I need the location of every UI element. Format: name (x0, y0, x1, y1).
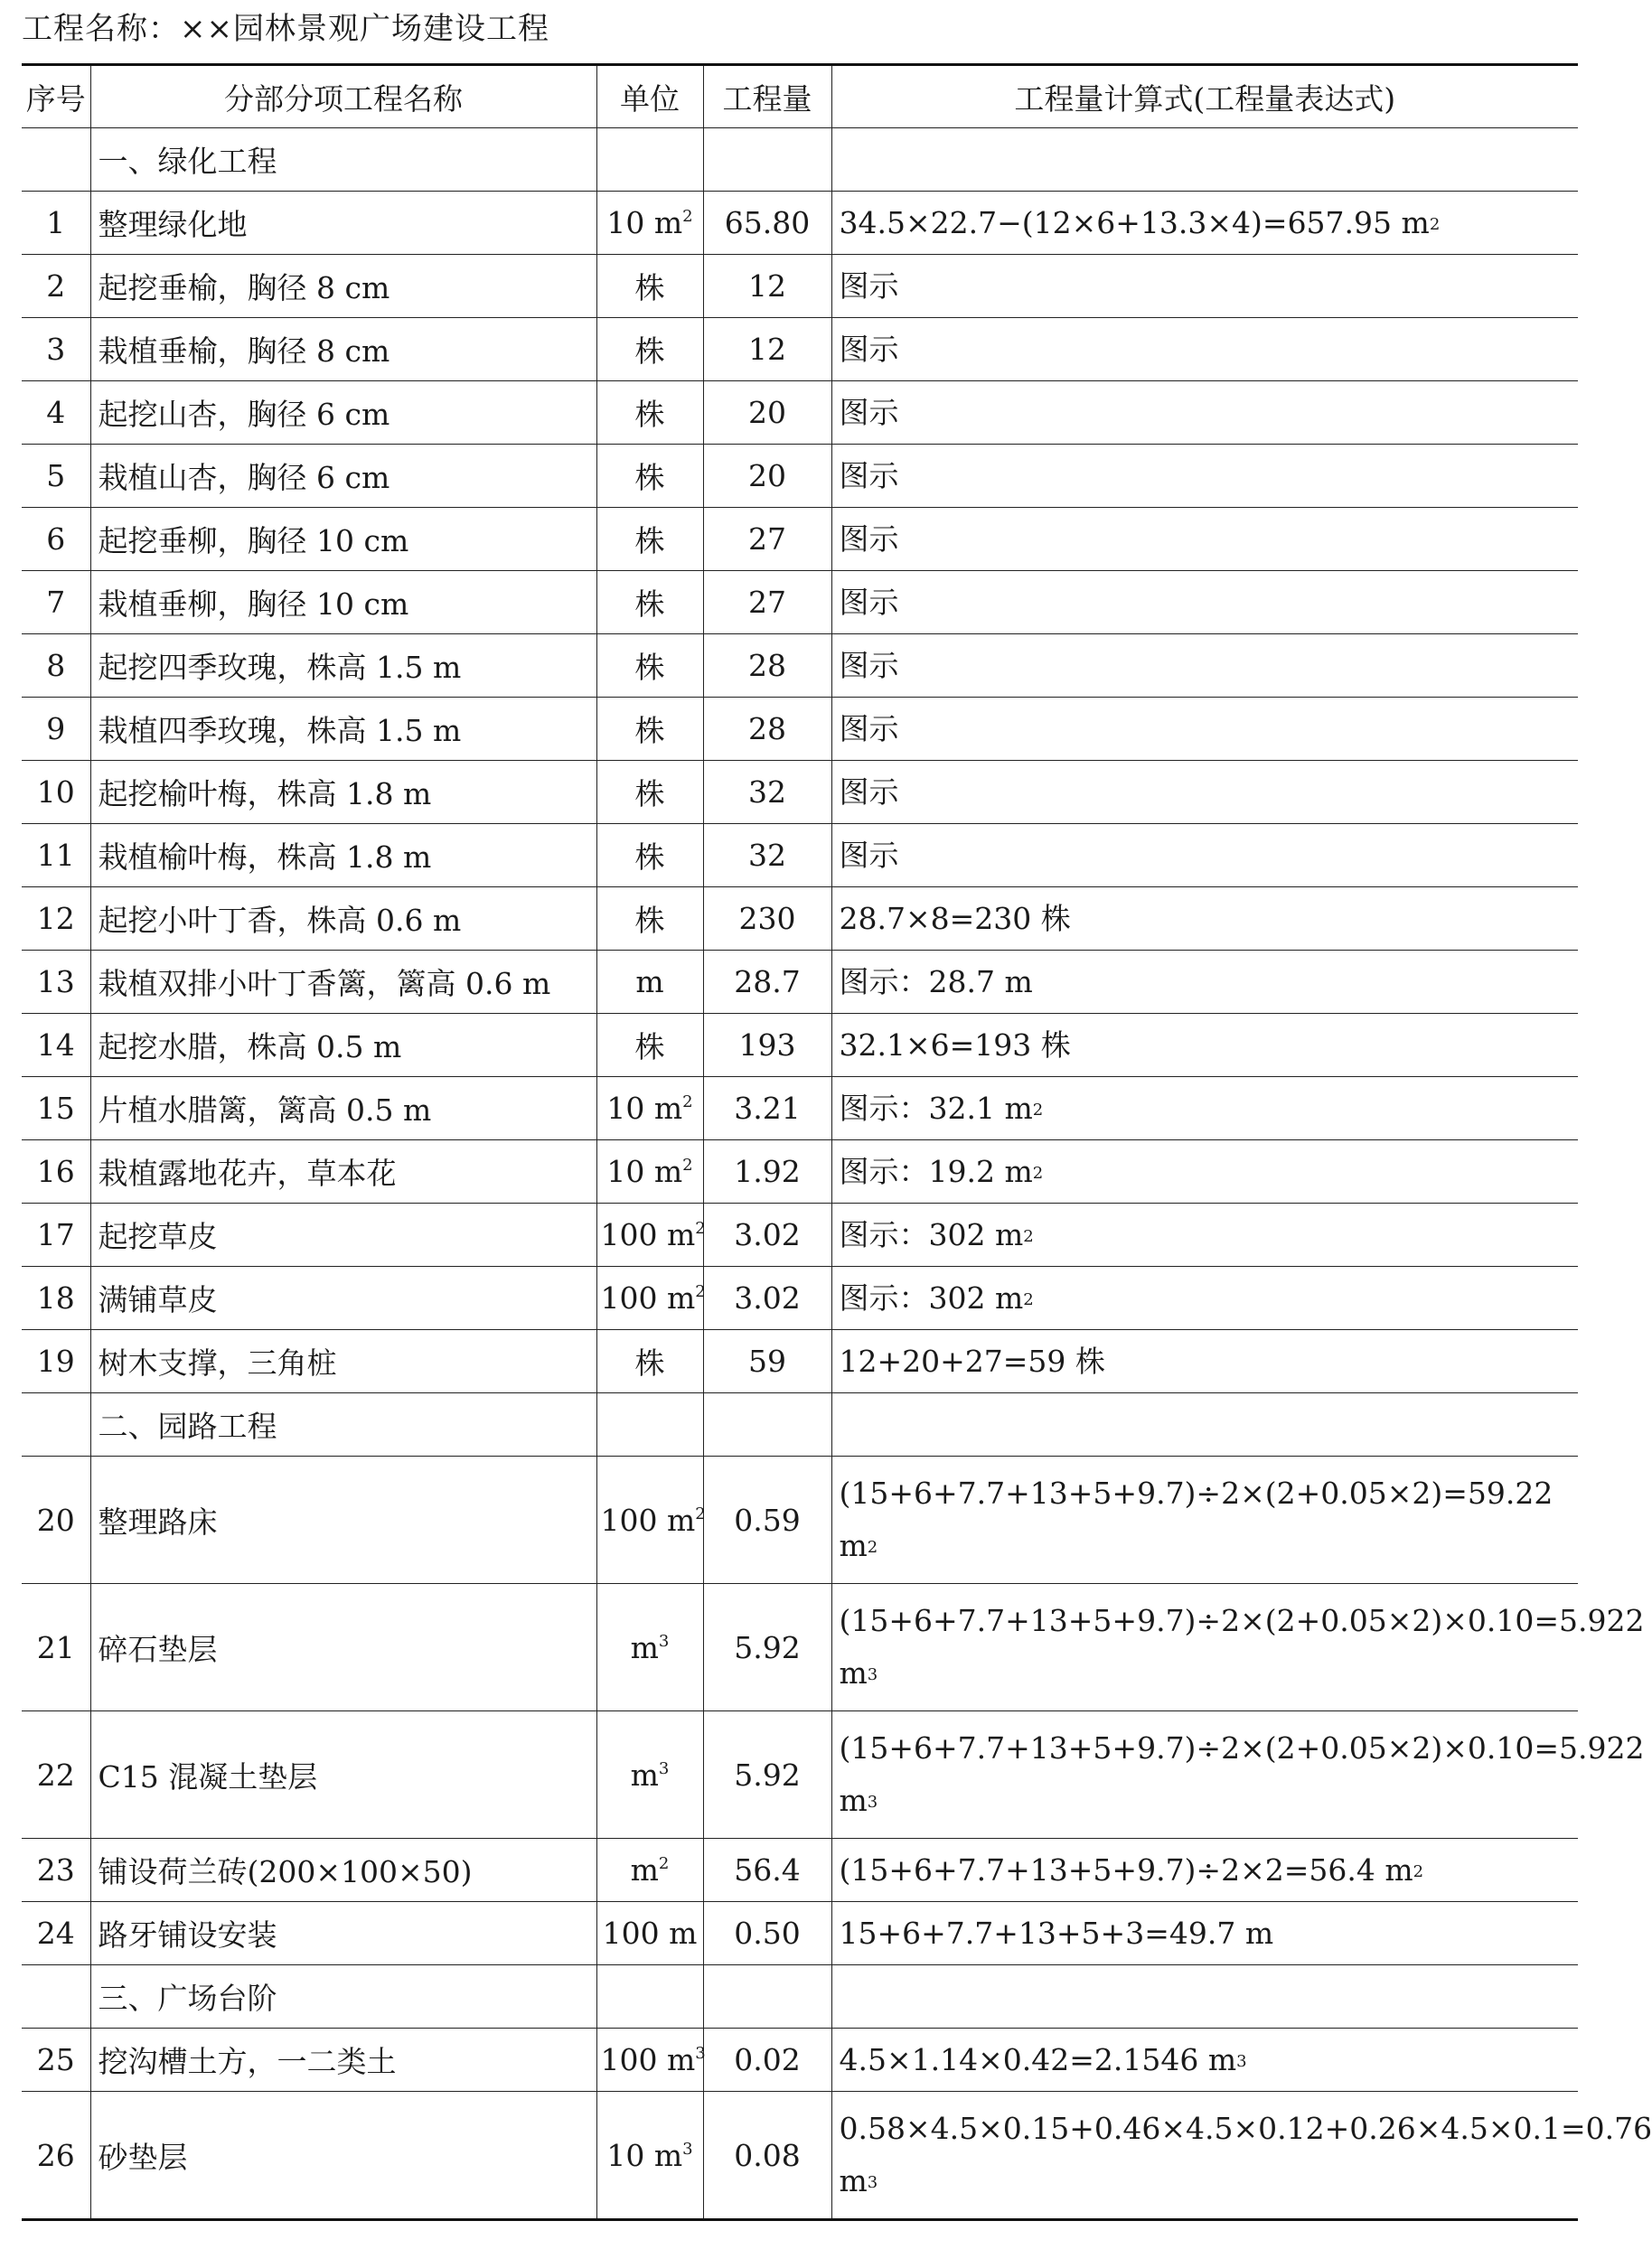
table-row (22, 824, 1578, 887)
cell-qty: 5.92 (703, 1584, 831, 1711)
cell-no: 20 (22, 1457, 90, 1584)
cell-qty: 5.92 (703, 1711, 831, 1839)
cell-formula: 12+20+27=59 株 (831, 1330, 1578, 1393)
cell-name: 起挖榆叶梅，株高 1.8 m (90, 761, 596, 824)
section-title: 一、绿化工程 (90, 128, 596, 192)
cell-formula: 图示：302 $m^2$ (831, 1267, 1578, 1330)
cell-formula: (15+6+7.7+13+5+9.7)÷2×(2+0.05×2)=59.22 $m^2$ (831, 1457, 1578, 1584)
cell-name: 栽植垂榆，胸径 8 cm (90, 318, 596, 381)
cell-no: 14 (22, 1014, 90, 1077)
cell-no: 22 (22, 1711, 90, 1839)
table-row (22, 1839, 1578, 1902)
cell-name: 栽植垂柳，胸径 10 cm (90, 571, 596, 634)
cell-qty: 27 (703, 508, 831, 571)
table-row (22, 1584, 1578, 1711)
cell-unit: 株 (596, 1330, 703, 1393)
cell-name: 路牙铺设安装 (90, 1902, 596, 1965)
cell-qty: 59 (703, 1330, 831, 1393)
cell-formula: 图示：32.1 $m^2$ (831, 1077, 1578, 1140)
cell-qty: 20 (703, 445, 831, 508)
cell-no: 15 (22, 1077, 90, 1140)
cell-formula: 图示 (831, 318, 1578, 381)
cell-no: 9 (22, 698, 90, 761)
cell-no: 21 (22, 1584, 90, 1711)
cell-qty (703, 1965, 831, 2029)
cell-name: 栽植榆叶梅，株高 1.8 m (90, 824, 596, 887)
cell-unit: 100 $m^2$ (596, 1267, 703, 1330)
cell-unit: 株 (596, 698, 703, 761)
table-row (22, 1014, 1578, 1077)
cell-unit: 株 (596, 634, 703, 698)
cell-no: 8 (22, 634, 90, 698)
table-row (22, 192, 1578, 255)
cell-no: 6 (22, 508, 90, 571)
cell-formula: 28.7×8=230 株 (831, 887, 1578, 951)
header-qty: 工程量 (703, 65, 831, 128)
cell-name: 起挖山杏，胸径 6 cm (90, 381, 596, 445)
table-row (22, 571, 1578, 634)
cell-name: 起挖四季玫瑰，株高 1.5 m (90, 634, 596, 698)
cell-no: 10 (22, 761, 90, 824)
table-row (22, 255, 1578, 318)
cell-no (22, 1393, 90, 1457)
cell-formula: 图示 (831, 698, 1578, 761)
cell-name: C15 混凝土垫层 (90, 1711, 596, 1839)
cell-unit: $m^3$ (596, 1711, 703, 1839)
cell-qty: 32 (703, 761, 831, 824)
cell-qty: 193 (703, 1014, 831, 1077)
cell-name: 栽植双排小叶丁香篱，篱高 0.6 m (90, 951, 596, 1014)
cell-no: 1 (22, 192, 90, 255)
cell-unit: 株 (596, 761, 703, 824)
cell-qty: 28 (703, 634, 831, 698)
cell-unit (596, 1965, 703, 2029)
cell-qty: 28.7 (703, 951, 831, 1014)
cell-unit: 株 (596, 1014, 703, 1077)
cell-no: 23 (22, 1839, 90, 1902)
cell-formula: 图示 (831, 571, 1578, 634)
cell-name: 片植水腊篱，篱高 0.5 m (90, 1077, 596, 1140)
section-row (22, 128, 1578, 192)
cell-formula: 图示 (831, 761, 1578, 824)
cell-qty: 0.02 (703, 2029, 831, 2092)
cell-name: 起挖小叶丁香，株高 0.6 m (90, 887, 596, 951)
cell-name: 砂垫层 (90, 2092, 596, 2220)
cell-unit: 株 (596, 824, 703, 887)
cell-formula: 4.5×1.14×0.42=2.1546 $m^3$ (831, 2029, 1578, 2092)
cell-name: 栽植露地花卉，草本花 (90, 1140, 596, 1204)
cell-no: 16 (22, 1140, 90, 1204)
table-row (22, 887, 1578, 951)
table-row (22, 698, 1578, 761)
cell-qty: 32 (703, 824, 831, 887)
cell-qty: 3.21 (703, 1077, 831, 1140)
cell-qty (703, 128, 831, 192)
cell-no: 19 (22, 1330, 90, 1393)
cell-name: 起挖水腊，株高 0.5 m (90, 1014, 596, 1077)
cell-qty: 12 (703, 255, 831, 318)
cell-name: 起挖草皮 (90, 1204, 596, 1267)
cell-unit: 100 $m^2$ (596, 1457, 703, 1584)
table-row (22, 2092, 1578, 2220)
cell-qty: 3.02 (703, 1204, 831, 1267)
section-title: 三、广场台阶 (90, 1965, 596, 2029)
cell-no: 5 (22, 445, 90, 508)
cell-no: 2 (22, 255, 90, 318)
table-row (22, 1330, 1578, 1393)
table-row (22, 1267, 1578, 1330)
cell-formula: 图示 (831, 255, 1578, 318)
cell-unit: 10 $m^3$ (596, 2092, 703, 2220)
cell-name: 整理绿化地 (90, 192, 596, 255)
quantity-table (22, 63, 1652, 2221)
table-row (22, 1457, 1578, 1584)
cell-formula (831, 128, 1578, 192)
cell-unit: 10 $m^2$ (596, 192, 703, 255)
section-title: 二、园路工程 (90, 1393, 596, 1457)
cell-qty (703, 1393, 831, 1457)
cell-qty: 28 (703, 698, 831, 761)
cell-unit: 株 (596, 887, 703, 951)
table-row (22, 318, 1578, 381)
cell-formula (831, 1965, 1578, 2029)
table-row (22, 2029, 1578, 2092)
cell-unit (596, 128, 703, 192)
header-formula: 工程量计算式(工程量表达式) (831, 65, 1578, 128)
cell-name: 起挖垂柳，胸径 10 cm (90, 508, 596, 571)
cell-formula (831, 1393, 1578, 1457)
cell-unit: 100 $m^3$ (596, 2029, 703, 2092)
cell-no: 24 (22, 1902, 90, 1965)
cell-unit: 100 $m^2$ (596, 1204, 703, 1267)
table-row (22, 634, 1578, 698)
cell-no: 25 (22, 2029, 90, 2092)
cell-name: 满铺草皮 (90, 1267, 596, 1330)
cell-name: 起挖垂榆，胸径 8 cm (90, 255, 596, 318)
cell-unit: 株 (596, 318, 703, 381)
cell-unit: 10 $m^2$ (596, 1077, 703, 1140)
section-row (22, 1965, 1578, 2029)
header-no: 序号 (22, 65, 90, 128)
cell-unit: 株 (596, 381, 703, 445)
table-row (22, 1140, 1578, 1204)
cell-no (22, 1965, 90, 2029)
table-row (22, 1711, 1578, 1839)
cell-qty: 1.92 (703, 1140, 831, 1204)
cell-formula: 图示：28.7 m (831, 951, 1578, 1014)
table-row (22, 445, 1578, 508)
cell-formula: 图示：302 $m^2$ (831, 1204, 1578, 1267)
cell-qty: 65.80 (703, 192, 831, 255)
header-name: 分部分项工程名称 (90, 65, 596, 128)
table-row (22, 1902, 1578, 1965)
cell-name: 栽植四季玫瑰，株高 1.5 m (90, 698, 596, 761)
cell-unit: m (596, 951, 703, 1014)
cell-qty: 27 (703, 571, 831, 634)
cell-name: 碎石垫层 (90, 1584, 596, 1711)
cell-qty: 0.08 (703, 2092, 831, 2220)
cell-formula: 图示：19.2 $m^2$ (831, 1140, 1578, 1204)
table-row (22, 761, 1578, 824)
cell-no: 11 (22, 824, 90, 887)
cell-formula: 图示 (831, 445, 1578, 508)
cell-no: 7 (22, 571, 90, 634)
cell-qty: 0.59 (703, 1457, 831, 1584)
cell-qty: 3.02 (703, 1267, 831, 1330)
cell-unit: 株 (596, 255, 703, 318)
cell-unit: 10 $m^2$ (596, 1140, 703, 1204)
cell-qty: 12 (703, 318, 831, 381)
cell-formula: 0.58×4.5×0.15+0.46×4.5×0.12+0.26×4.5×0.1=0.76 $m^3$ (831, 2092, 1578, 2220)
cell-unit: 株 (596, 571, 703, 634)
cell-name: 挖沟槽土方，一二类土 (90, 2029, 596, 2092)
cell-qty: 56.4 (703, 1839, 831, 1902)
cell-formula: 图示 (831, 634, 1578, 698)
table-row (22, 508, 1578, 571)
header-unit: 单位 (596, 65, 703, 128)
project-title: 工程名称：××园林景观广场建设工程 (22, 11, 549, 47)
cell-formula: 15+6+7.7+13+5+3=49.7 m (831, 1902, 1578, 1965)
cell-no: 4 (22, 381, 90, 445)
cell-formula: (15+6+7.7+13+5+9.7)÷2×(2+0.05×2)×0.10=5.922 $m^3$ (831, 1711, 1578, 1839)
cell-formula: 图示 (831, 824, 1578, 887)
cell-unit: 100 m (596, 1902, 703, 1965)
cell-qty: 20 (703, 381, 831, 445)
cell-unit: 株 (596, 445, 703, 508)
cell-formula: 图示 (831, 381, 1578, 445)
cell-name: 铺设荷兰砖(200×100×50) (90, 1839, 596, 1902)
cell-qty: 0.50 (703, 1902, 831, 1965)
cell-unit: $m^3$ (596, 1584, 703, 1711)
cell-formula: 34.5×22.7−(12×6+13.3×4)=657.95 $m^2$ (831, 192, 1578, 255)
table-body (22, 128, 1652, 2220)
cell-unit: $m^2$ (596, 1839, 703, 1902)
cell-no: 18 (22, 1267, 90, 1330)
header-row (22, 65, 1578, 128)
cell-formula: (15+6+7.7+13+5+9.7)÷2×(2+0.05×2)×0.10=5.922 $m^3$ (831, 1584, 1578, 1711)
cell-no: 3 (22, 318, 90, 381)
cell-no: 13 (22, 951, 90, 1014)
table-row (22, 951, 1578, 1014)
cell-formula: 图示 (831, 508, 1578, 571)
cell-no: 26 (22, 2092, 90, 2220)
cell-name: 树木支撑，三角桩 (90, 1330, 596, 1393)
cell-name: 整理路床 (90, 1457, 596, 1584)
table-row (22, 1077, 1578, 1140)
cell-formula: (15+6+7.7+13+5+9.7)÷2×2=56.4 $m^2$ (831, 1839, 1578, 1902)
cell-unit: 株 (596, 508, 703, 571)
cell-no: 17 (22, 1204, 90, 1267)
cell-name: 栽植山杏，胸径 6 cm (90, 445, 596, 508)
cell-formula: 32.1×6=193 株 (831, 1014, 1578, 1077)
cell-unit (596, 1393, 703, 1457)
section-row (22, 1393, 1578, 1457)
cell-qty: 230 (703, 887, 831, 951)
table-row (22, 381, 1578, 445)
cell-no: 12 (22, 887, 90, 951)
table-row (22, 1204, 1578, 1267)
cell-no (22, 128, 90, 192)
